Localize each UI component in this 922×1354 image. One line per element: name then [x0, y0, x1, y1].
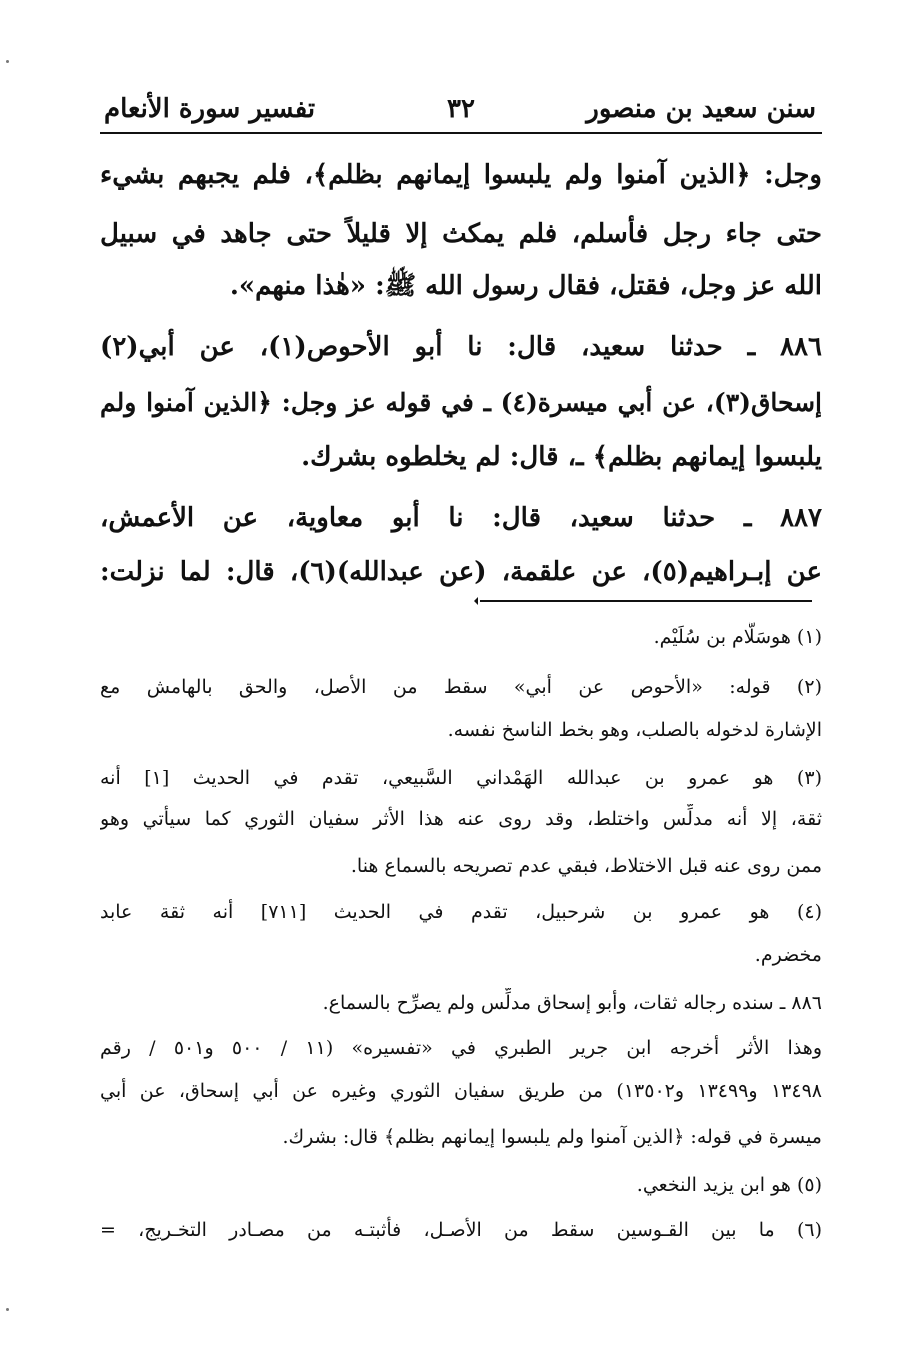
text-line: يلبسوا إيمانهم بظلم﴾ ـ، قال: لم يخلطوه بشرك. [301, 442, 822, 472]
footnote-line: وهذا الأثر أخرجه ابن جرير الطبري في «تفسيره» (١١ / ٥٠٠ و٥٠١ / رقم [100, 1037, 822, 1059]
text-line: ٨٨٦ ـ حدثنا سعيد، قال: نا أبو الأحوص(١)، عن أبي(٢) [100, 332, 822, 362]
footnote-line: (٦) ما بين القـوسين سقط من الأصـل، فأثبتـه من مصـادر التخـريج، = [100, 1219, 822, 1241]
footnote-line: ميسرة في قوله: ﴿الذين آمنوا ولم يلبسوا إيمانهم بظلم﴾ قال: بشرك. [282, 1126, 822, 1148]
scan-mark [6, 60, 9, 63]
footnote-line: (٤) هو عمرو بن شرحبيل، تقدم في الحديث [٧١١] أنه ثقة عابد [100, 901, 822, 923]
footnote-line: الإشارة لدخوله بالصلب، وهو بخط الناسخ نفسه. [447, 719, 822, 741]
footnote-line: مخضرم. [754, 944, 822, 966]
footnote-line: (٢) قوله: «الأحوص عن أبي» سقط من الأصل، والحق بالهامش مع [100, 676, 822, 698]
footnote-line: ممن روى عنه قبل الاختلاط، فبقي عدم تصريحه بالسماع هنا. [350, 855, 822, 877]
footnote-line: ثقة، إلا أنه مدلِّس واختلط، وقد روى عنه هذا الأثر سفيان الثوري كما سيأتي وهو [100, 808, 822, 830]
page-number: ٣٢ [447, 94, 475, 124]
footnote-separator [480, 600, 812, 602]
text-line: عن إبـراهيم(٥)، عن علقمة، (عن عبدالله)(٦)، قال: لما نزلت: [100, 557, 822, 587]
text-line: ٨٨٧ ـ حدثنا سعيد، قال: نا أبو معاوية، عن الأعمش، [100, 503, 822, 533]
footnote-line: (١) هوسَلَّام بن سُلَيْم. [653, 626, 822, 648]
book-title: سنن سعيد بن منصور [586, 94, 816, 124]
footnote-line: ٨٨٦ ـ سنده رجاله ثقات، وأبو إسحاق مدلِّس ولم يصرِّح بالسماع. [322, 992, 822, 1014]
text-line: حتى جاء رجل فأسلم، فلم يمكث إلا قليلاً حتى جاهد في سبيل [100, 219, 822, 249]
scan-mark [6, 1308, 9, 1311]
text-line: الله عز وجل، فقتل، فقال رسول الله ﷺ: «هٰذا منهم». [229, 271, 822, 301]
footnote-line: ١٣٤٩٨ و١٣٤٩٩ و١٣٥٠٢) من طريق سفيان الثوري وغيره عن أبي إسحاق، عن أبي [100, 1080, 822, 1102]
header-rule [100, 132, 822, 134]
section-title: تفسير سورة الأنعام [104, 94, 316, 124]
footnote-line: (٣) هو عمرو بن عبدالله الهَمْداني السَّبيعي، تقدم في الحديث [١] أنه [100, 767, 822, 789]
text-line: وجل: ﴿الذين آمنوا ولم يلبسوا إيمانهم بظلم﴾، فلم يجبهم بشيء [100, 160, 822, 190]
footnote-line: (٥) هو ابن يزيد النخعي. [636, 1174, 822, 1196]
text-line: إسحاق(٣)، عن أبي ميسرة(٤) ـ في قوله عز وجل: ﴿الذين آمنوا ولم [100, 388, 822, 417]
running-header [100, 88, 822, 130]
